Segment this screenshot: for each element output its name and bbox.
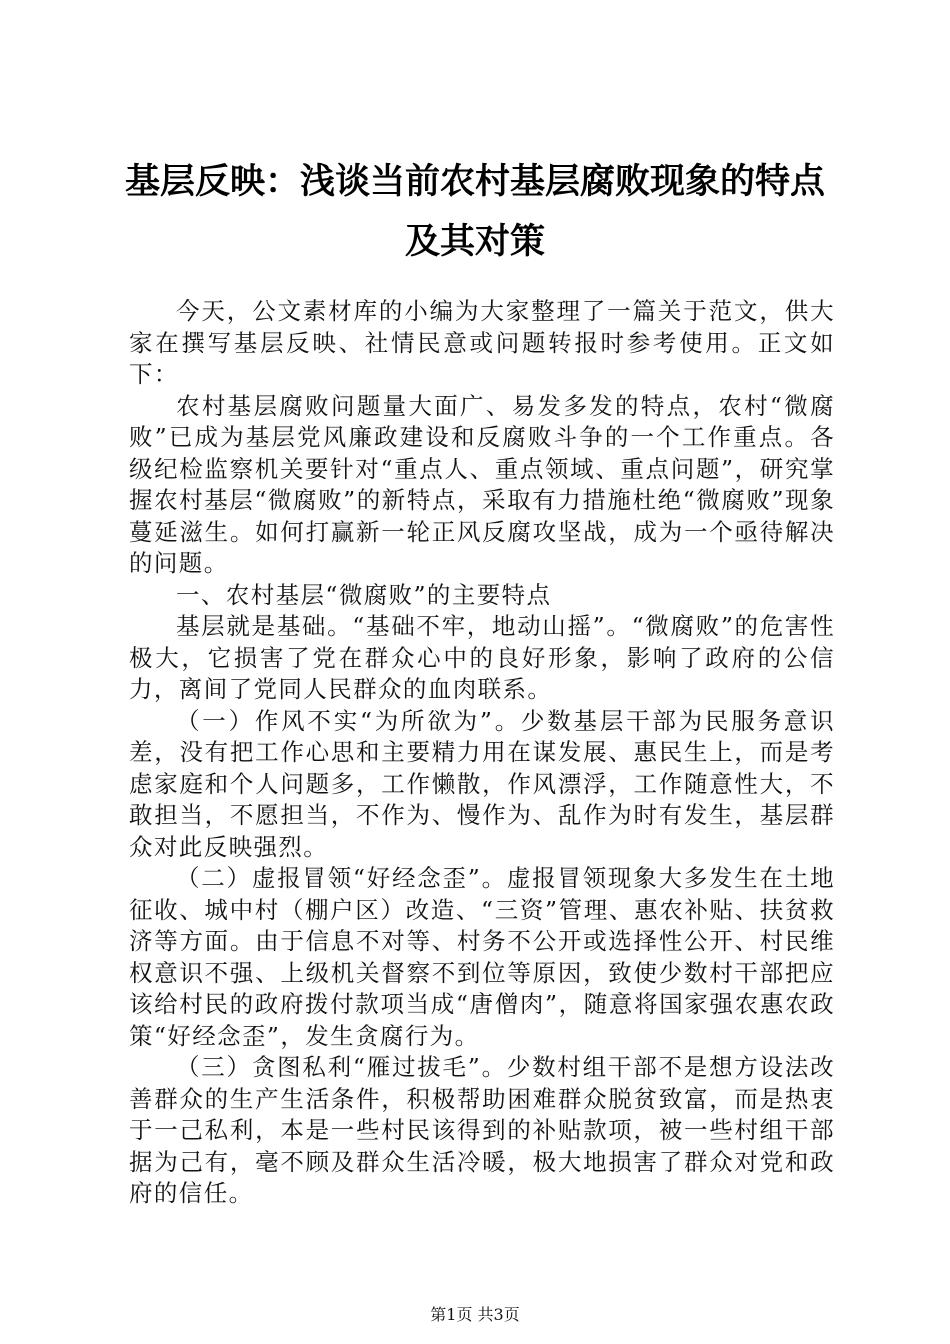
- document-title-line-2: 及其对策: [404, 222, 545, 262]
- document-title-line-1: 基层反映：浅谈当前农村基层腐败现象的特点: [124, 162, 825, 202]
- body-paragraph: 基层就是基础。“基础不牢，地动山摇”。“微腐败”的危害性极大，它损害了党在群众心中的良好形象，影响了政府的公信力，离间了党同人民群众的血肉联系。: [129, 612, 835, 703]
- body-paragraph: （二）虚报冒领“好经念歪”。虚报冒领现象大多发生在土地征收、城中村（棚户区）改造、“三资”管理、惠农补贴、扶贫救济等方面。由于信息不对等、村务不公开或选择性公开、村民维权意识不强、上级机关督察不到位等原因，致使少数村干部把应该给村民的政府拨付款项当成“唐僧肉”，随意将国家强农惠农政策“好经念歪”，发生贪腐行为。: [129, 864, 835, 1050]
- section-heading: 一、农村基层“微腐败”的主要特点: [176, 580, 552, 609]
- body-paragraph: （一）作风不实“为所欲为”。少数基层干部为民服务意识差，没有把工作心思和主要精力用在谋发展、惠民生上，而是考虑家庭和个人问题多，工作懒散，作风漂浮，工作随意性大，不敢担当，不愿担当，不作为、慢作为、乱作为时有发生，基层群众对此反映强烈。: [129, 706, 835, 861]
- page-number-footer: 第1页 共3页: [430, 1305, 520, 1324]
- document-body: [129, 296, 835, 1210]
- intro-paragraph: 今天，公文素材库的小编为大家整理了一篇关于范文，供大家在撰写基层反映、社情民意或问题转报时参考使用。正文如下：: [129, 297, 835, 388]
- body-paragraph: （三）贪图私利“雁过拔毛”。少数村组干部不是想方设法改善群众的生产生活条件，积极帮助困难群众脱贫致富，而是热衷于一己私利，本是一些村民该得到的补贴款项，被一些村组干部据为己有，毫不顾及群众生活冷暖，极大地损害了群众对党和政府的信任。: [129, 1053, 835, 1207]
- body-paragraph: 农村基层腐败问题量大面广、易发多发的特点，农村“微腐败”已成为基层党风廉政建设和反腐败斗争的一个工作重点。各级纪检监察机关要针对“重点人、重点领域、重点问题”，研究掌握农村基层“微腐败”的新特点，采取有力措施杜绝“微腐败”现象蔓延滋生。如何打赢新一轮正风反腐攻坚战，成为一个亟待解决的问题。: [129, 391, 835, 577]
